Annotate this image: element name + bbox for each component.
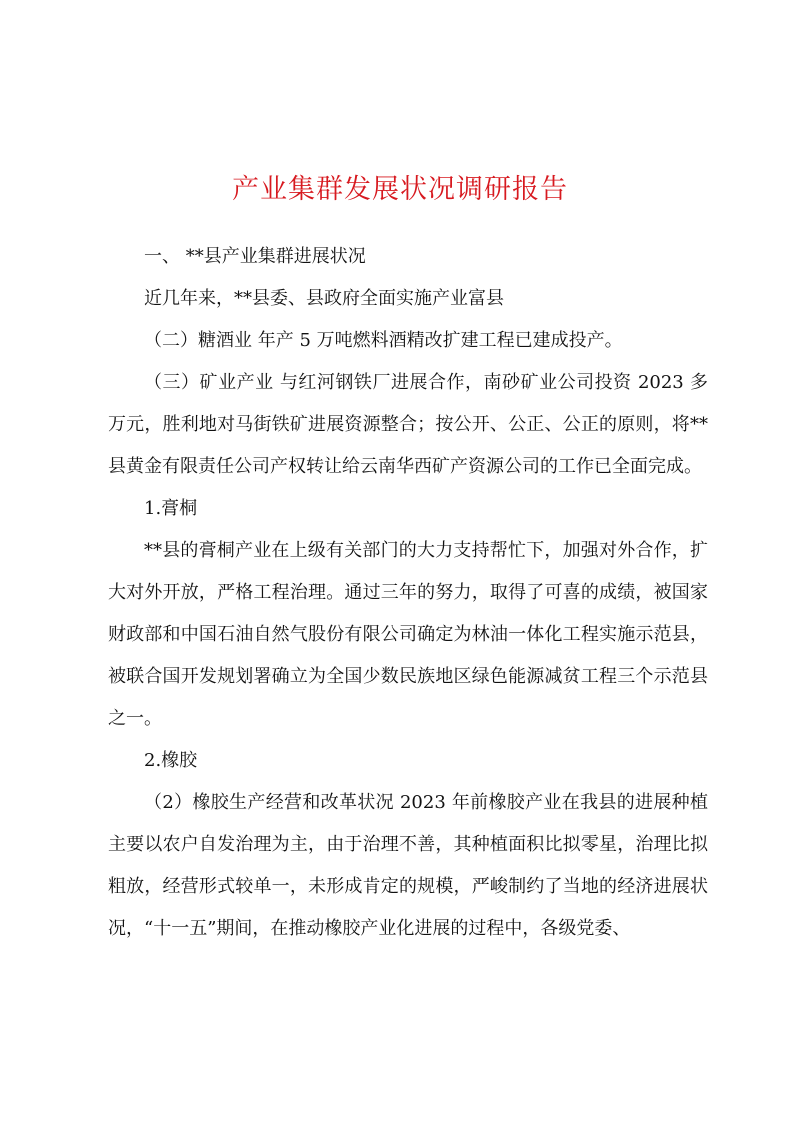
jatropha-heading: 1.膏桐: [144, 498, 198, 519]
jatropha-paragraph: **县的膏桐产业在上级有关部门的大力支持帮忙下，加强对外合作，扩大对外开放，严格工程治理。通过三年的努力，取得了可喜的成绩，被国家财政部和中国石油自然气股份有限公司确定为林油一体化工程实施示范县，被联合国开发规划署确立为全国少数民族地区绿色能源减贫工程三个示范县之一。: [108, 540, 708, 729]
document-title: 产业集群发展状况调研报告: [232, 174, 568, 205]
sugar-wine-paragraph: （二）糖酒业 年产 5 万吨燃料酒精改扩建工程已建成投产。: [144, 330, 623, 351]
intro-paragraph: 近几年来，**县委、县政府全面实施产业富县: [144, 288, 504, 309]
section-heading: 一、 **县产业集群进展状况: [144, 246, 366, 267]
document-body: [108, 236, 708, 950]
mining-paragraph: （三）矿业产业 与红河钢铁厂进展合作，南砂矿业公司投资 2023 多万元，胜利地对马街铁矿进展资源整合；按公开、公正、公正的原则，将**县黄金有限责任公司产权转让给云南华西矿产资源公司的工作已全面完成。: [108, 372, 708, 477]
rubber-paragraph: （2）橡胶生产经营和改革状况 2023 年前橡胶产业在我县的进展种植主要以农户自发治理为主，由于治理不善，其种植面积比拟零星，治理比拟粗放，经营形式较单一，未形成肯定的规模，严峻制约了当地的经济进展状况，“十一五”期间，在推动橡胶产业化进展的过程中，各级党委、: [108, 792, 708, 939]
rubber-heading: 2.橡胶: [144, 750, 198, 771]
